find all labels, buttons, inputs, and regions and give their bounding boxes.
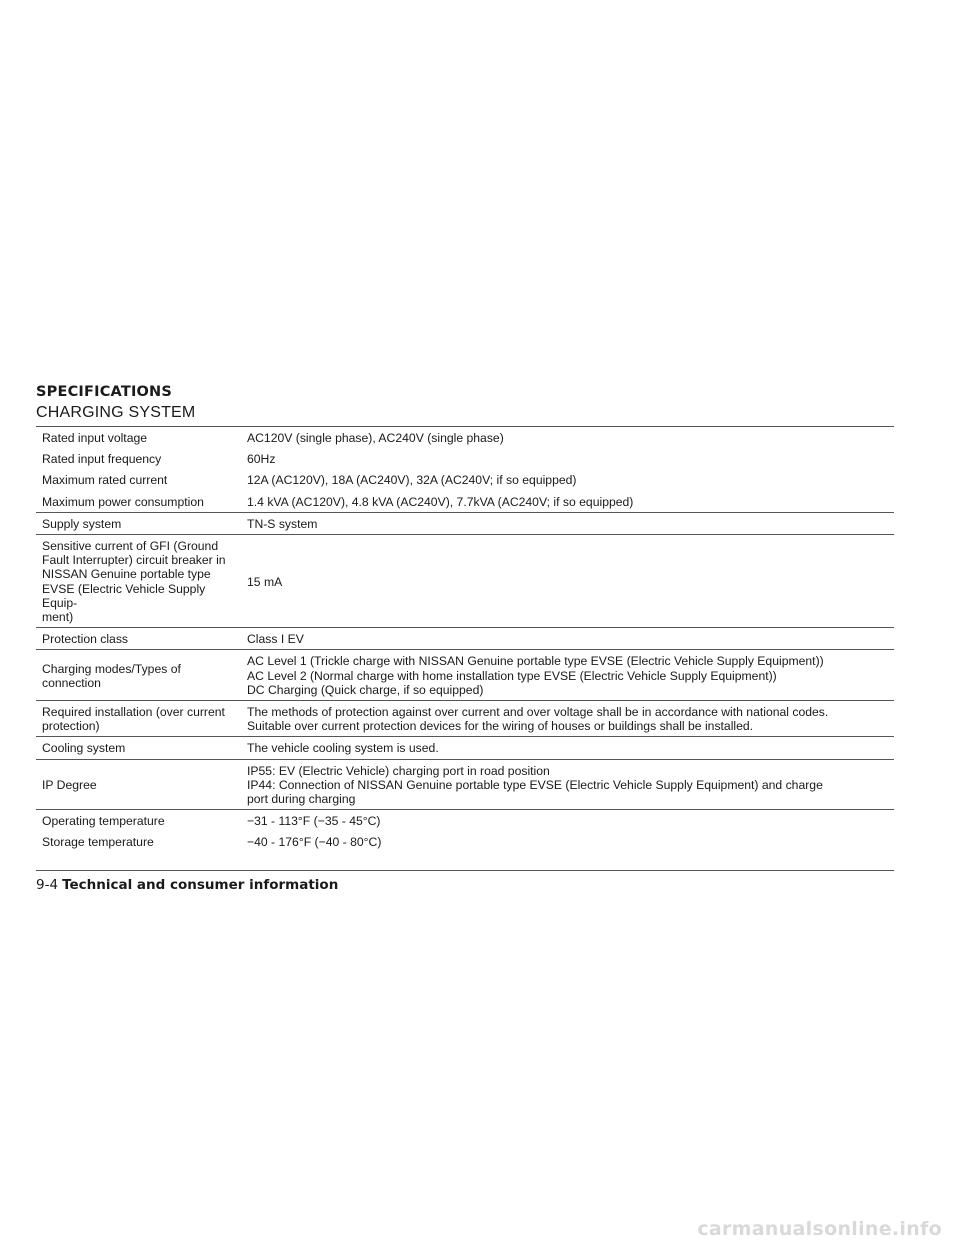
- spec-label: Required installation (over current protection): [36, 701, 241, 737]
- table-row: [36, 628, 894, 650]
- charging-system-spec-table: [36, 426, 894, 871]
- subsection-heading: CHARGING SYSTEM: [36, 404, 196, 421]
- spec-value: Class I EV: [241, 628, 894, 650]
- table-row: [36, 831, 894, 870]
- spec-value: −31 - 113°F (−35 - 45°C): [247, 814, 381, 829]
- table-row: [36, 512, 894, 534]
- table-row: [36, 701, 894, 737]
- spec-value: 1.4 kVA (AC120V), 4.8 kVA (AC240V), 7.7kVA (AC240V; if so equipped): [241, 491, 894, 513]
- spec-value: 12A (AC120V), 18A (AC240V), 32A (AC240V; if so equipped): [247, 473, 577, 488]
- spec-value: −40 - 176°F (−40 - 80°C): [241, 831, 894, 870]
- table-row: [36, 810, 894, 832]
- spec-label: Supply system: [36, 512, 241, 534]
- spec-label: Sensitive current of GFI (Ground Fault Interrupter) circuit breaker in NISSAN Genuine portable type EVSE (Electric Vehicle Supply Equip- ment): [36, 535, 241, 628]
- spec-label: Maximum rated current: [42, 473, 168, 488]
- spec-value: 60Hz: [247, 452, 276, 467]
- spec-value: AC120V (single phase), AC240V (single phase): [241, 427, 894, 449]
- table-row: [36, 427, 894, 449]
- spec-value: 15 mA: [241, 535, 894, 628]
- spec-value: IP55: EV (Electric Vehicle) charging port in road position IP44: Connection of NISSAN Genuine portable type EVSE (Electric Vehicle Supply Equipment) and charge port during charging: [241, 759, 894, 810]
- section-heading: SPECIFICATIONS: [36, 384, 173, 400]
- chapter-title: Technical and consumer information: [62, 877, 339, 893]
- spec-value: TN-S system: [241, 512, 894, 534]
- spec-value: AC Level 1 (Trickle charge with NISSAN Genuine portable type EVSE (Electric Vehicle Supply Equipment)) AC Level 2 (Normal charge with home installation type EVSE (Electric Vehicle Supply Equipment)) DC Charging (Quick charge, if so equipped): [241, 650, 894, 701]
- spec-value: The vehicle cooling system is used.: [241, 737, 894, 759]
- spec-label: Protection class: [36, 628, 241, 650]
- table-row: [36, 491, 894, 513]
- table-row: [36, 737, 894, 759]
- spec-label: Operating temperature: [42, 814, 165, 829]
- table-row: [36, 650, 894, 701]
- spec-label: Rated input frequency: [42, 452, 162, 467]
- spec-value: The methods of protection against over current and over voltage shall be in accordance with national codes. Suitable over current protection devices for the wiring of houses or buildings shall be installed.: [241, 701, 894, 737]
- table-row: [36, 759, 894, 810]
- watermark: carmanualsonline.info: [697, 1218, 942, 1240]
- table-row: [36, 448, 894, 469]
- table-row: [36, 469, 894, 490]
- table-row: [36, 535, 894, 628]
- spec-label: Cooling system: [36, 737, 241, 759]
- spec-label: Storage temperature: [36, 831, 241, 870]
- page-number: 9-4: [36, 877, 59, 893]
- spec-label: IP Degree: [36, 759, 241, 810]
- page-footer: [36, 877, 338, 893]
- spec-label: Charging modes/Types of connection: [36, 650, 241, 701]
- spec-label: Rated input voltage: [36, 427, 241, 449]
- spec-label: Maximum power consumption: [36, 491, 241, 513]
